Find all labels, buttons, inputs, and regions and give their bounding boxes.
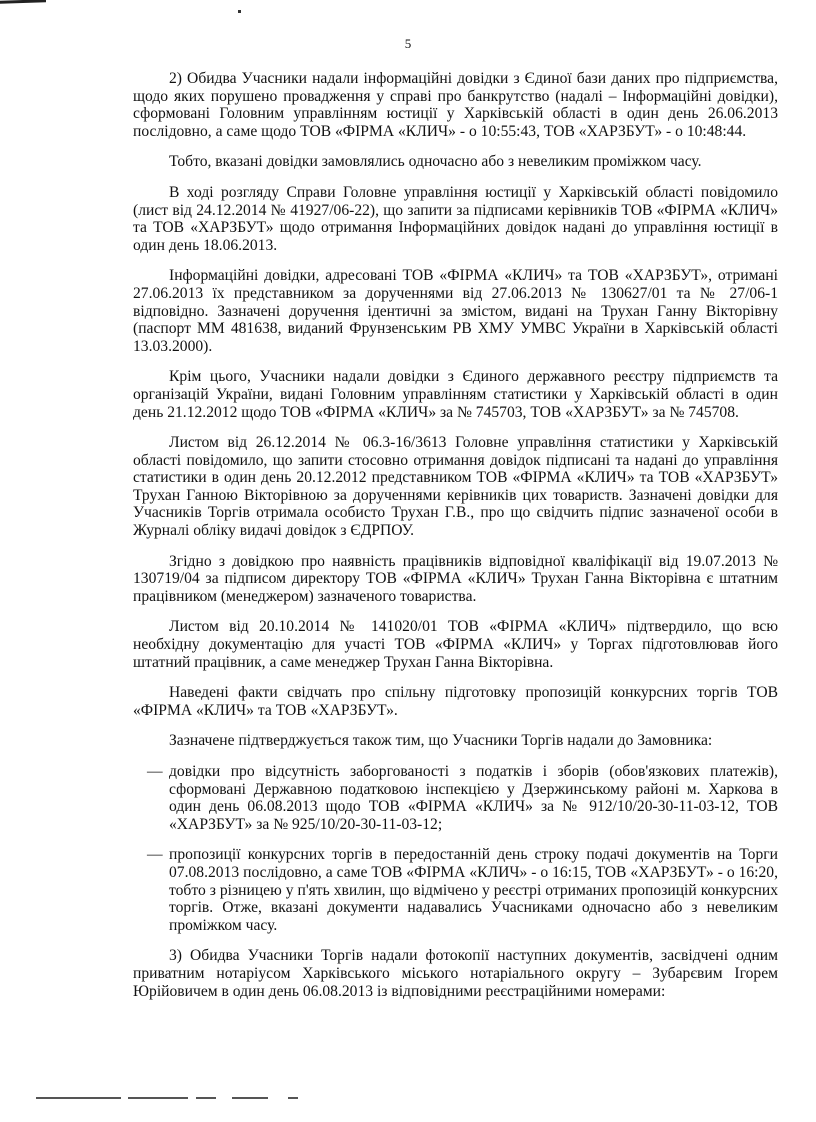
bullet-dash: — <box>147 846 163 864</box>
scan-artifact-bottom <box>196 1097 216 1099</box>
page-number: 5 <box>404 36 412 51</box>
paragraph: Інформаційні довідки, адресовані ТОВ «ФІРМА «КЛИЧ» та ТОВ «ХАРЗБУТ», отримані 27.06.2013 їх представником за дорученнями від 27.06.2013 № 130627/01 та № 27/06-1 відповідно. Зазначені доручення ідентичні за змістом, видані на Трухан Ганну Вікторівну (паспорт ММ 481638, виданий Фрунзенським РВ ХМУ УМВС України в Харківській області 13.03.2000). <box>133 267 778 355</box>
paragraph: Листом від 26.12.2014 № 06.3-16/3613 Головне управління статистики у Харківській області повідомило, що запити стосовно отримання довідок підписані та надані до управління статистики в один день 20.12.2012 представником ТОВ «ФІРМА «КЛИЧ» та ТОВ «ХАРЗБУТ» Трухан Ганною Вікторівною за дорученнями керівників цих товариств. Зазначені довідки для Учасників Торгів отримала особисто Трухан Г.В., про що свідчить підпис зазначеної особи в Журналі обліку видачі довідок з ЄДРПОУ. <box>133 434 778 540</box>
paragraph: Зазначене підтверджується також тим, що Учасники Торгів надали до Замовника: <box>169 732 713 750</box>
scan-artifact-dot <box>238 10 241 13</box>
paragraph: 2) Обидва Учасники надали інформаційні довідки з Єдиної бази даних про підприємства, щодо яких порушено провадження у справі про банкрутство (надалі – Інформаційні довідки), сформовані Головним управлінням юстиції у Харківській області в один день 26.06.2013 послідовно, а саме щодо ТОВ «ФІРМА «КЛИЧ» - о 10:55:43, ТОВ «ХАРЗБУТ» - о 10:48:44. <box>133 70 778 140</box>
scan-artifact-bottom <box>128 1097 188 1099</box>
paragraph: 3) Обидва Учасники Торгів надали фотокопії наступних документів, засвідчені одним приватним нотаріусом Харківського міського нотаріального округу – Зубарєвим Ігорем Юрійовичем в один день 06.08.2013 із відповідними реєстраційними номерами: <box>133 947 778 1000</box>
scan-artifact-bottom <box>288 1097 298 1099</box>
list-item <box>133 846 778 934</box>
list-item <box>133 763 778 833</box>
paragraph: Крім цього, Учасники надали довідки з Єдиного державного реєстру підприємств та організацій України, видані Головним управлінням статистики у Харківській області в один день 21.12.2012 щодо ТОВ «ФІРМА «КЛИЧ» за № 745703, ТОВ «ХАРЗБУТ» за № 745708. <box>133 368 778 421</box>
scan-artifact-bottom <box>232 1097 268 1099</box>
paragraph: Листом від 20.10.2014 № 141020/01 ТОВ «ФІРМА «КЛИЧ» підтвердило, що всю необхідну документацію для участі ТОВ «ФІРМА «КЛИЧ» у Торгах підготовлював його штатний працівник, а саме менеджер Трухан Ганна Вікторівна. <box>133 618 778 671</box>
paragraph: Наведені факти свідчать про спільну підготовку пропозицій конкурсних торгів ТОВ «ФІРМА «КЛИЧ» та ТОВ «ХАРЗБУТ». <box>133 684 778 719</box>
scan-artifact-bottom <box>36 1097 121 1099</box>
list-item-text: пропозиції конкурсних торгів в передостанній день строку подачі документів на Торги 07.08.2013 послідовно, а саме ТОВ «ФІРМА «КЛИЧ» - о 16:15, ТОВ «ХАРЗБУТ» - о 16:20, тобто з різницею у п'ять хвилин, що відмічено у реєстрі отриманих пропозицій конкурсних торгів. Отже, вказані документи надавались Учасниками одночасно або з невеликим проміжком часу. <box>169 846 778 934</box>
scan-artifact-top <box>0 0 46 4</box>
paragraph: Тобто, вказані довідки замовлялись одночасно або з невеликим проміжком часу. <box>169 153 702 171</box>
paragraph: Згідно з довідкою про наявність працівників відповідної кваліфікації від 19.07.2013 № 130719/04 за підписом директору ТОВ «ФІРМА «КЛИЧ» Трухан Ганна Вікторівна є штатним працівником (менеджером) зазначеного товариства. <box>133 552 778 605</box>
list-item-text: довідки про відсутність заборгованості з податків і зборів (обов'язкових платежів), сформовані Державною податковою інспекцією у Дзержинському районі м. Харкова в один день 06.08.2013 щодо ТОВ «ФІРМА «КЛИЧ» за № 912/10/20-30-11-03-12, ТОВ «ХАРЗБУТ» за № 925/10/20-30-11-03-12; <box>169 763 778 833</box>
document-body <box>133 70 778 1000</box>
paragraph: В ході розгляду Справи Головне управління юстиції у Харківській області повідомило (лист від 24.12.2014 № 41927/06-22), що запити за підписами керівників ТОВ «ФІРМА «КЛИЧ» та ТОВ «ХАРЗБУТ» щодо отримання Інформаційних довідок надані до управління юстиції в один день 18.06.2013. <box>133 183 778 254</box>
bullet-dash: — <box>147 763 163 780</box>
